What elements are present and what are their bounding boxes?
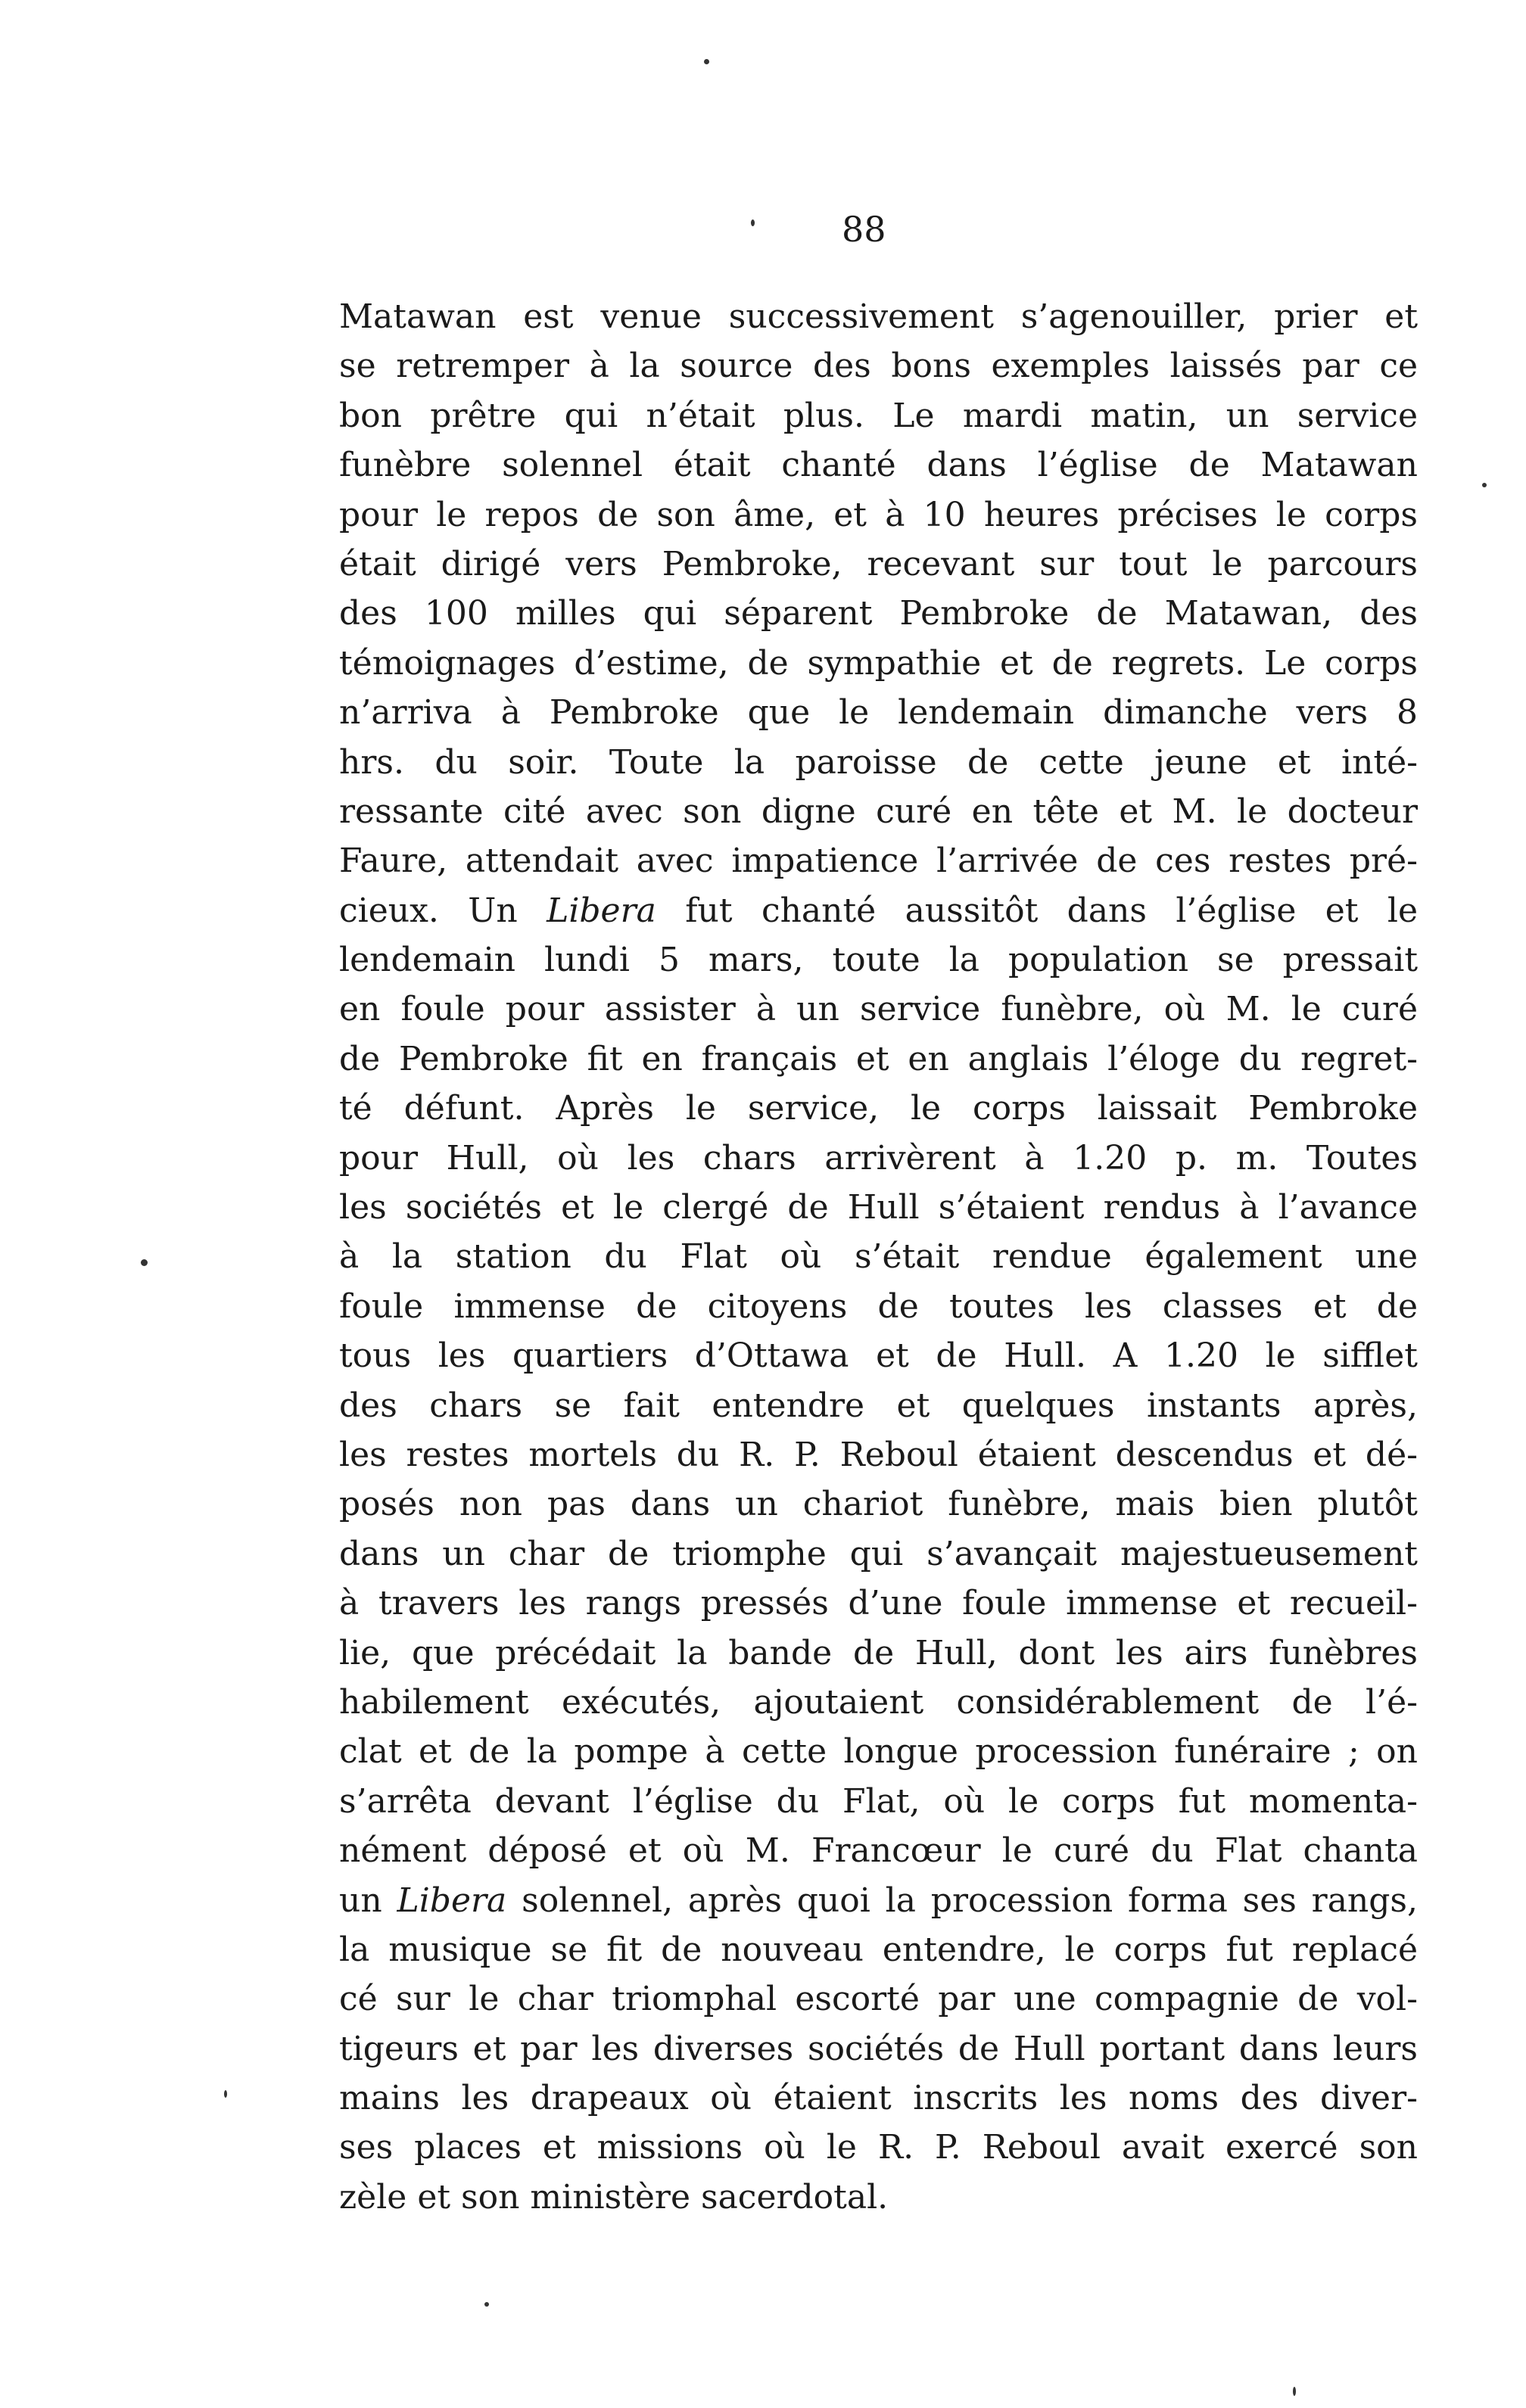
text-fragment: fut chanté aussitôt dans l’église et le (656, 891, 1418, 930)
text-line: en foule pour assister à un service funèbre, où M. le curé (339, 990, 1418, 1029)
scan-speck (751, 219, 755, 226)
text-line: lendemain lundi 5 mars, toute la population se pressait (339, 941, 1418, 980)
text-line: à travers les rangs pressés d’une foule immense et recueil- (339, 1584, 1418, 1623)
text-line (339, 886, 1418, 935)
scan-speck (1482, 483, 1487, 487)
text-line: s’arrêta devant l’église du Flat, où le corps fut momenta- (339, 1781, 1418, 1821)
text-line: nément déposé et où M. Francœur le curé du Flat chanta (339, 1831, 1418, 1871)
text-line: hrs. du soir. Toute la paroisse de cette jeune et inté- (339, 742, 1418, 782)
text-line: tous les quartiers d’Ottawa et de Hull. A 1.20 le sifflet (339, 1336, 1418, 1376)
text-line: Faure, attendait avec impatience l’arrivée de ces restes pré- (339, 842, 1418, 881)
italic-word-libera: Libera (397, 1881, 507, 1920)
scan-speck (141, 1259, 148, 1266)
text-line: pour le repos de son âme, et à 10 heures précises le corps (339, 495, 1418, 534)
text-fragment: un (339, 1881, 397, 1920)
text-line: était dirigé vers Pembroke, recevant sur tout le parcours (339, 544, 1418, 583)
text-line: des chars se fait entendre et quelques instants après, (339, 1386, 1418, 1425)
text-line: ses places et missions où le R. P. Reboul avait exercé son (339, 2128, 1418, 2167)
text-line: ressante cité avec son digne curé en tête et M. le docteur (339, 792, 1418, 831)
text-line: bon prêtre qui n’était plus. Le mardi matin, un service (339, 396, 1418, 435)
text-line: mains les drapeaux où étaient inscrits les noms des diver- (339, 2079, 1418, 2118)
text-line: n’arriva à Pembroke que le lendemain dimanche vers 8 (339, 693, 1418, 733)
page-number: 88 (842, 209, 886, 250)
scan-speck (1293, 2387, 1296, 2396)
text-line: des 100 milles qui séparent Pembroke de Matawan, des (339, 594, 1418, 633)
text-fragment: solennel, après quoi la procession forma ses rangs, (506, 1881, 1418, 1920)
scan-speck (224, 2090, 227, 2098)
page-body-text (339, 292, 1418, 2222)
italic-word-libera: Libera (547, 891, 656, 930)
text-line: té défunt. Après le service, le corps laissait Pembroke (339, 1089, 1418, 1128)
text-line: à la station du Flat où s’était rendue également une (339, 1237, 1418, 1277)
text-line: habilement exécutés, ajoutaient considérablement de l’é- (339, 1682, 1418, 1722)
scan-speck (484, 2302, 489, 2307)
text-line: zèle et son ministère sacerdotal. (339, 2177, 889, 2217)
scan-speck (704, 59, 709, 64)
text-fragment: cieux. Un (339, 891, 547, 930)
text-line: cé sur le char triomphal escorté par une compagnie de vol- (339, 1980, 1418, 2019)
text-line: dans un char de triomphe qui s’avançait majestueusement (339, 1534, 1418, 1573)
text-line: foule immense de citoyens de toutes les classes et de (339, 1286, 1418, 1326)
text-line: clat et de la pompe à cette longue procession funéraire ; on (339, 1732, 1418, 1772)
text-line: la musique se fit de nouveau entendre, le corps fut replacé (339, 1930, 1418, 1969)
text-line: pour Hull, où les chars arrivèrent à 1.20 p. m. Toutes (339, 1138, 1418, 1178)
text-line: les restes mortels du R. P. Reboul étaient descendus et dé- (339, 1435, 1418, 1474)
text-line: posés non pas dans un chariot funèbre, mais bien plutôt (339, 1485, 1418, 1524)
text-line: témoignages d’estime, de sympathie et de regrets. Le corps (339, 643, 1418, 683)
text-line: de Pembroke fit en français et en anglais l’éloge du regret- (339, 1039, 1418, 1078)
text-line: tigeurs et par les diverses sociétés de Hull portant dans leurs (339, 2029, 1418, 2068)
text-line: les sociétés et le clergé de Hull s’étaient rendus à l’avance (339, 1188, 1418, 1227)
text-line: Matawan est venue successivement s’agenouiller, prier et (339, 297, 1418, 336)
text-line: se retremper à la source des bons exemples laissés par ce (339, 347, 1418, 386)
text-line: funèbre solennel était chanté dans l’église de Matawan (339, 446, 1418, 485)
text-line (339, 1876, 1418, 1925)
text-line: lie, que précédait la bande de Hull, dont les airs funèbres (339, 1633, 1418, 1672)
